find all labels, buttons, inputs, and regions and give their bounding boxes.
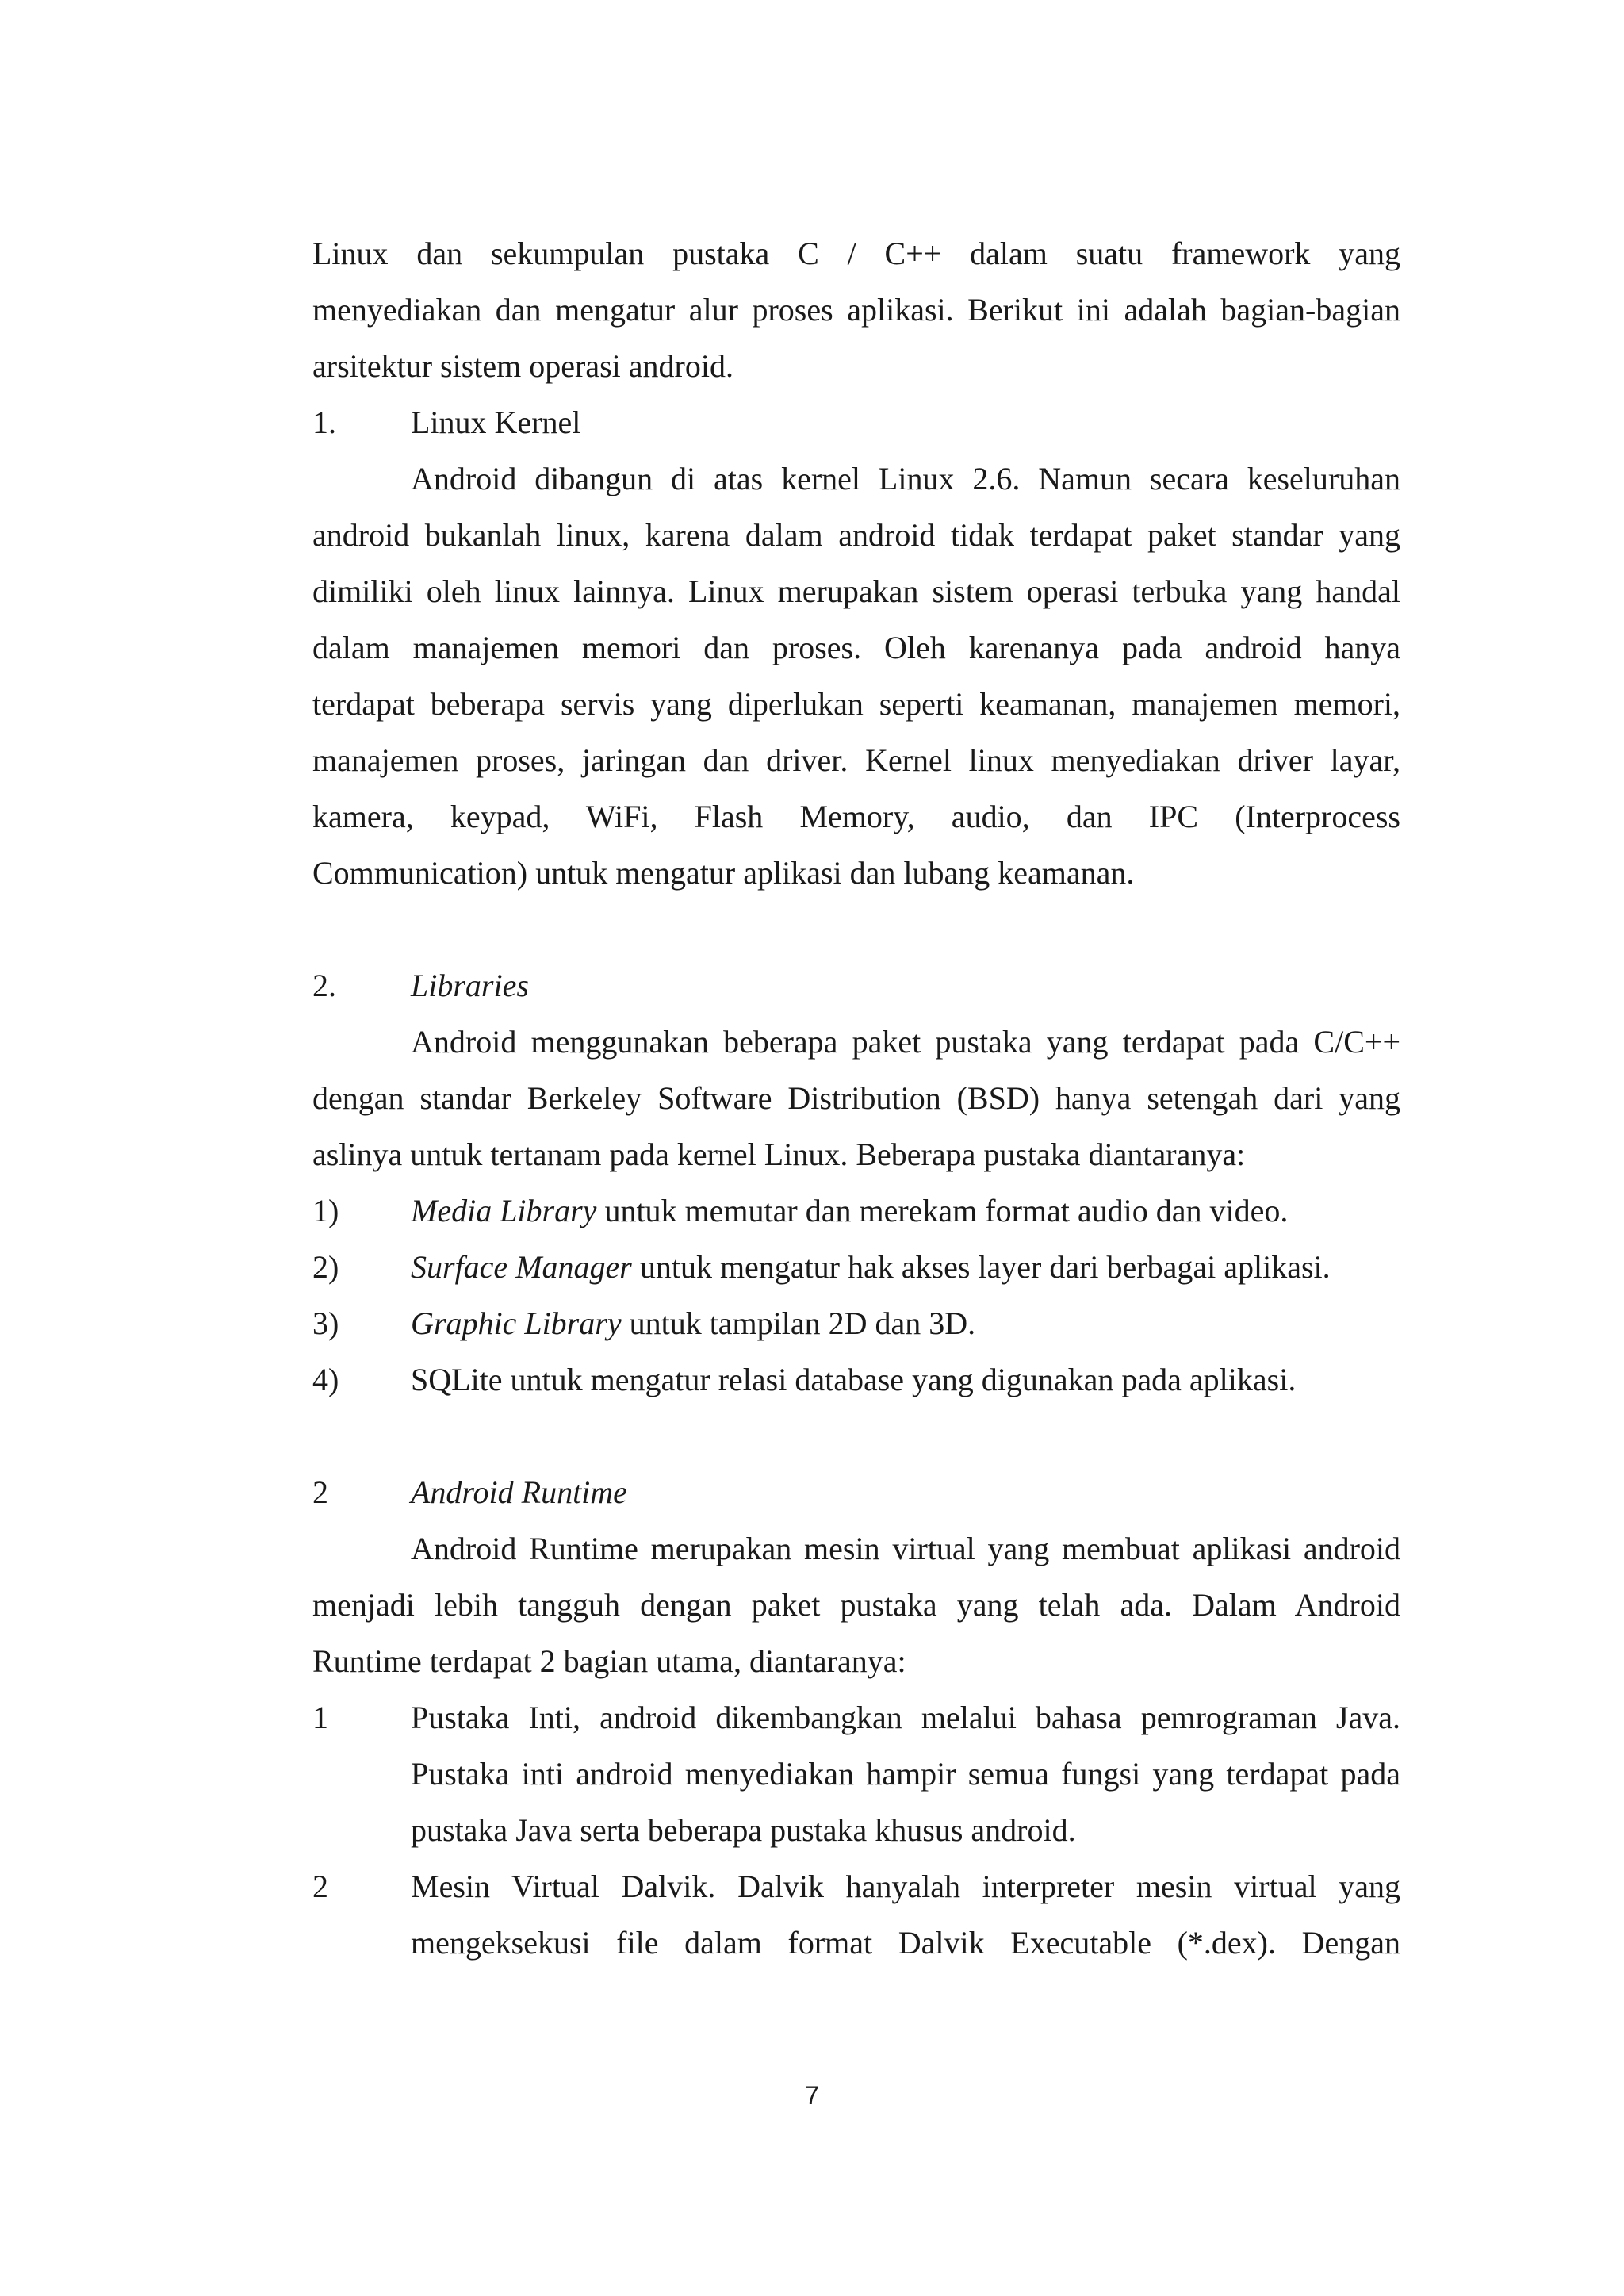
section-3-para-line-1: Android Runtime merupakan mesin virtual yang membuat aplikasi android [411,1531,1400,1566]
section-1-para-line-5: terdapat beberapa servis yang diperlukan seperti keamanan, manajemen memori, [312,686,1400,722]
section-1-number: 1. [312,404,336,440]
library-item-1-term: Media Library [411,1193,597,1228]
section-1-para-line-7: kamera, keypad, WiFi, Flash Memory, audio, dan IPC (Interprocess [312,799,1400,834]
section-2-para-line-1: Android menggunakan beberapa paket pustaka yang terdapat pada C/C++ [411,1024,1400,1060]
intro-line-2: menyediakan dan mengatur alur proses aplikasi. Berikut ini adalah bagian-bagian [312,292,1400,328]
section-3-para-line-3: Runtime terdapat 2 bagian utama, diantaranya: [312,1643,906,1679]
runtime-item-1-line-2: Pustaka inti android menyediakan hampir semua fungsi yang terdapat pada [411,1756,1400,1792]
library-item-4-number: 4) [312,1362,339,1397]
section-2-title [411,967,529,1005]
section-3-title-text: Android Runtime [411,1474,627,1510]
section-2-title-text: Libraries [411,968,529,1003]
library-item-2-text: untuk mengatur hak akses layer dari berbagai aplikasi. [631,1249,1331,1285]
library-item-4-text: SQLite untuk mengatur relasi database yang digunakan pada aplikasi. [411,1362,1297,1397]
runtime-item-1-number: 1 [312,1700,328,1735]
library-item-4 [411,1361,1296,1399]
runtime-item-1-line-1: Pustaka Inti, android dikembangkan melalui bahasa pemrograman Java. [411,1700,1400,1735]
runtime-item-2-line-1: Mesin Virtual Dalvik. Dalvik hanyalah interpreter mesin virtual yang [411,1869,1400,1904]
section-1-para-line-4: dalam manajemen memori dan proses. Oleh karenanya pada android hanya [312,630,1400,665]
section-3-title [411,1474,627,1512]
section-1-title: Linux Kernel [411,404,581,440]
section-1-para-line-6: manajemen proses, jaringan dan driver. Kernel linux menyediakan driver layar, [312,742,1400,778]
library-item-1-text: untuk memutar dan merekam format audio dan video. [596,1193,1289,1228]
intro-line-3: arsitektur sistem operasi android. [312,348,733,384]
library-item-3-term: Graphic Library [411,1305,622,1341]
section-3-number: 2 [312,1474,328,1510]
section-2-number: 2. [312,968,336,1003]
runtime-item-2-number: 2 [312,1869,328,1904]
library-item-3 [411,1305,975,1343]
intro-line-1: Linux dan sekumpulan pustaka C / C++ dalam suatu framework yang [312,236,1400,271]
section-2-para-line-2: dengan standar Berkeley Software Distribution (BSD) hanya setengah dari yang [312,1080,1400,1116]
library-item-1-number: 1) [312,1193,339,1228]
page-number: 7 [805,2081,819,2110]
section-1-para-line-2: android bukanlah linux, karena dalam android tidak terdapat paket standar yang [312,517,1400,553]
runtime-item-1-line-3: pustaka Java serta beberapa pustaka khusus android. [411,1812,1076,1848]
runtime-item-2-line-2: mengeksekusi file dalam format Dalvik Executable (*.dex). Dengan [411,1925,1400,1961]
section-2-para-line-3: aslinya untuk tertanam pada kernel Linux. Beberapa pustaka diantaranya: [312,1137,1246,1172]
library-item-2-term: Surface Manager [411,1249,632,1285]
section-1-para-line-8: Communication) untuk mengatur aplikasi dan lubang keamanan. [312,855,1135,891]
library-item-3-text: untuk tampilan 2D dan 3D. [621,1305,976,1341]
library-item-1 [411,1192,1288,1230]
section-1-para-line-1: Android dibangun di atas kernel Linux 2.6. Namun secara keseluruhan [411,461,1400,496]
library-item-3-number: 3) [312,1305,339,1341]
section-3-para-line-2: menjadi lebih tangguh dengan paket pustaka yang telah ada. Dalam Android [312,1587,1400,1623]
library-item-2-number: 2) [312,1249,339,1285]
library-item-2 [411,1248,1331,1286]
section-1-para-line-3: dimiliki oleh linux lainnya. Linux merupakan sistem operasi terbuka yang handal [312,573,1400,609]
